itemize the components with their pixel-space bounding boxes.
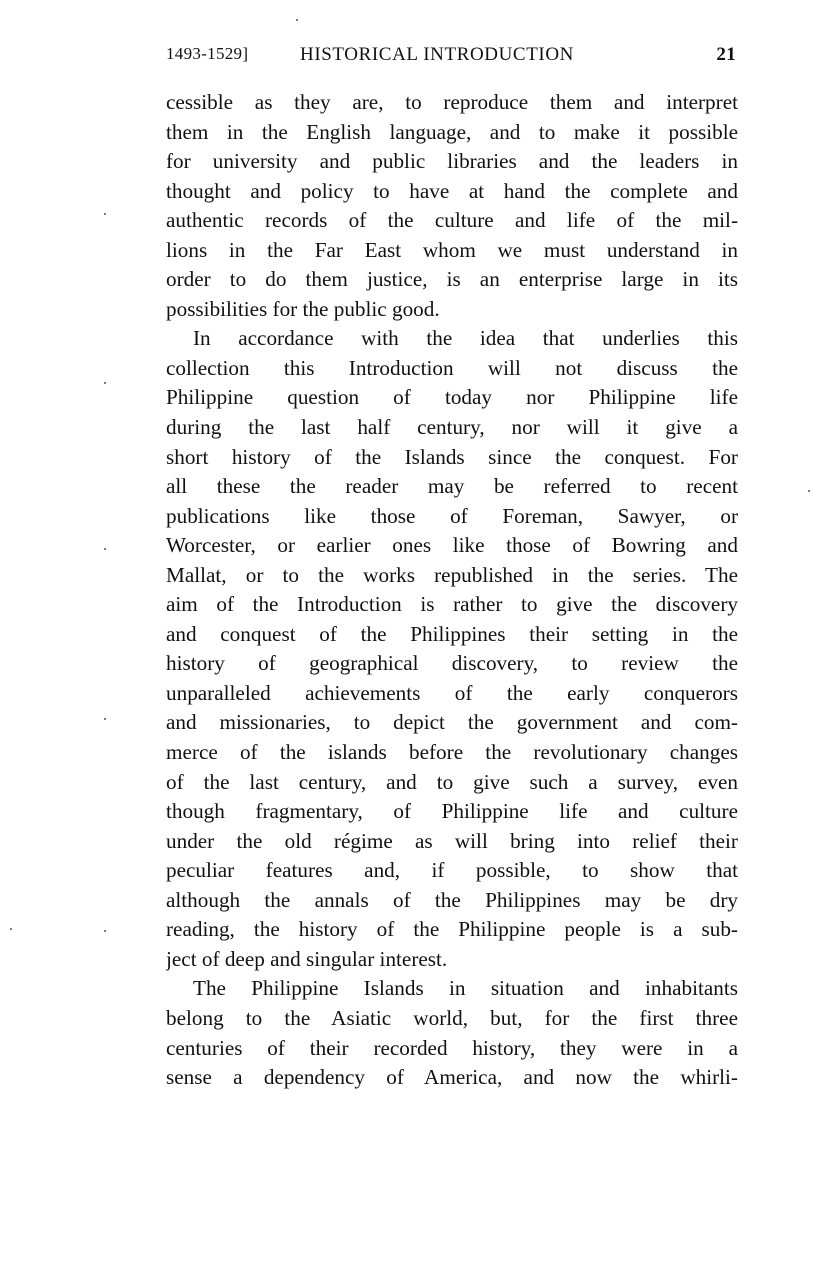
text-line: authentic records of the culture and life of the mil-: [166, 208, 738, 233]
text-line: thought and policy to have at hand the complete and: [166, 178, 738, 203]
running-head-date-range: 1493-1529]: [166, 44, 249, 63]
text-line: of the last century, and to give such a survey, even: [166, 769, 738, 794]
text-line: merce of the islands before the revolutionary changes: [166, 740, 738, 765]
scan-speck: [104, 930, 106, 932]
scan-speck: [104, 548, 106, 550]
text-line: and conquest of the Philippines their setting in the: [166, 621, 738, 646]
scan-speck: [104, 718, 106, 720]
text-line: during the last half century, nor will it give a: [166, 415, 738, 440]
scan-speck: [808, 490, 810, 492]
text-line: belong to the Asiatic world, but, for the first three: [166, 1005, 738, 1030]
body-text: [166, 88, 738, 1093]
text-line: aim of the Introduction is rather to give the discovery: [166, 592, 738, 617]
text-line: unparalleled achievements of the early conquerors: [166, 680, 738, 705]
scan-speck: [296, 19, 298, 21]
text-line: them in the English language, and to make it possible: [166, 119, 738, 144]
text-line: Philippine question of today nor Philippine life: [166, 385, 738, 410]
text-line: although the annals of the Philippines may be dry: [166, 887, 738, 912]
text-line: publications like those of Foreman, Sawyer, or: [166, 503, 738, 528]
text-line: Mallat, or to the works republished in the series. The: [166, 562, 738, 587]
text-line: all these the reader may be referred to recent: [166, 474, 738, 499]
text-line: Worcester, or earlier ones like those of Bowring and: [166, 533, 738, 558]
text-line: sense a dependency of America, and now the whirli-: [166, 1065, 738, 1090]
text-line: centuries of their recorded history, they were in a: [166, 1035, 738, 1060]
scan-speck: [10, 928, 12, 930]
scan-speck: [104, 213, 106, 215]
text-line: though fragmentary, of Philippine life and culture: [166, 799, 738, 824]
text-line: collection this Introduction will not discuss the: [166, 355, 738, 380]
text-line: history of geographical discovery, to review the: [166, 651, 738, 676]
scan-speck: [104, 382, 106, 384]
text-line: The Philippine Islands in situation and inhabitants: [193, 976, 738, 1001]
text-line: cessible as they are, to reproduce them and interpret: [166, 90, 738, 114]
text-line: possibilities for the public good.: [166, 296, 440, 321]
text-line: peculiar features and, if possible, to show that: [166, 858, 738, 883]
text-line: and missionaries, to depict the government and com-: [166, 710, 738, 735]
page-number: 21: [716, 44, 736, 65]
text-line: for university and public libraries and the leaders in: [166, 149, 738, 174]
running-head: [166, 44, 738, 68]
text-line: short history of the Islands since the conquest. For: [166, 444, 738, 469]
text-line: ject of deep and singular interest.: [166, 946, 448, 971]
text-line: order to do them justice, is an enterprise large in its: [166, 267, 738, 292]
running-head-title: HISTORICAL INTRODUCTION: [300, 44, 574, 65]
text-line: under the old régime as will bring into relief their: [166, 828, 738, 853]
text-line: lions in the Far East whom we must understand in: [166, 237, 738, 262]
text-line: reading, the history of the Philippine people is a sub-: [166, 917, 738, 942]
text-line: In accordance with the idea that underlies this: [193, 326, 738, 351]
